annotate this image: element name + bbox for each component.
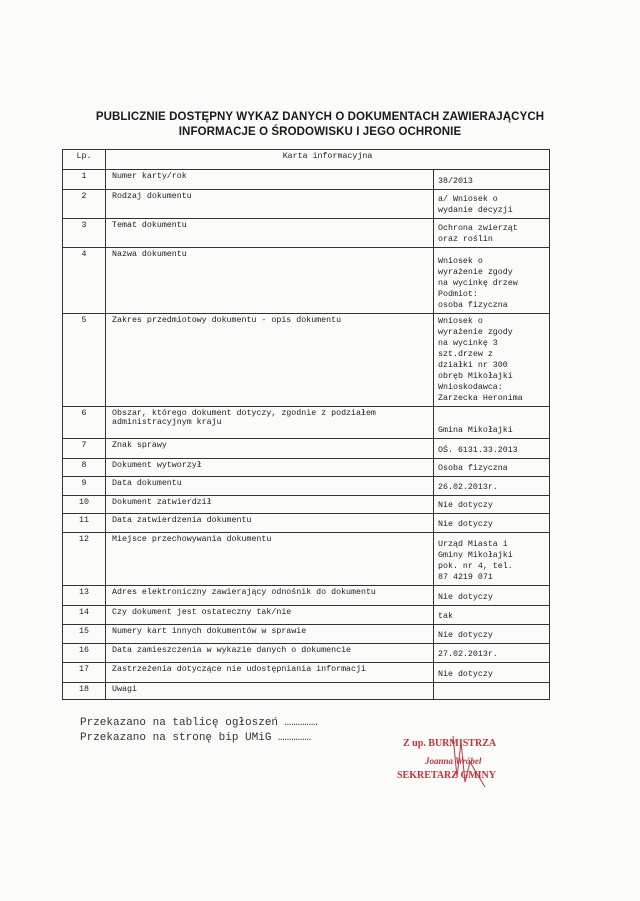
stamp-line-3: SEKRETARZ GMINY (397, 770, 496, 781)
table-row (63, 407, 550, 439)
row-value-cell (434, 439, 550, 459)
row-value: 27.02.2013r. (438, 650, 498, 659)
row-value: Wniosek o wyrażenie zgody na wycinkę drzew Podmiot: osoba fizyczna (438, 257, 518, 310)
row-label: Numery kart innych dokumentów w sprawie (106, 625, 434, 644)
row-value: Gmina Mikołajki (438, 426, 513, 435)
row-label: Dokument zatwierdził (106, 496, 434, 514)
row-value: Nie dotyczy (438, 631, 493, 640)
row-value-cell (434, 219, 550, 248)
row-label: Dokument wytworzył (106, 459, 434, 477)
table-row (63, 606, 550, 625)
row-label: Adres elektroniczny zawierający odnośnik do dokumentu (106, 586, 434, 606)
row-value: Ochrona zwierząt oraz roślin (438, 224, 518, 244)
table-row (63, 439, 550, 459)
row-number: 7 (63, 439, 106, 459)
table-row (63, 496, 550, 514)
row-label: Nazwa dokumentu (106, 248, 434, 314)
footer-line-notice-board: Przekazano na tablicę ogłoszeń …………… (80, 717, 318, 729)
row-label: Czy dokument jest ostateczny tak/nie (106, 606, 434, 625)
row-value-cell (434, 683, 550, 700)
row-label: Rodzaj dokumentu (106, 190, 434, 219)
row-label: Zastrzeżenia dotyczące nie udostępniania informacji (106, 663, 434, 683)
row-label: Data zatwierdzenia dokumentu (106, 514, 434, 533)
row-value: Osoba fizyczna (438, 464, 508, 473)
table-row (63, 190, 550, 219)
stamp-line-1: Z up. BURMISTRZA (403, 738, 497, 749)
row-value-cell (434, 514, 550, 533)
row-value-cell (434, 644, 550, 663)
table-row (63, 314, 550, 407)
row-number: 14 (63, 606, 106, 625)
row-number: 2 (63, 190, 106, 219)
row-label: Znak sprawy (106, 439, 434, 459)
stamp-line-2: Joanna Wróbel (425, 756, 482, 766)
table-row (63, 663, 550, 683)
table-row (63, 644, 550, 663)
row-value: Urząd Miasta i Gminy Mikołajki pok. nr 4, tel. 87 4219 071 (438, 540, 513, 582)
row-value: 38/2013 (438, 177, 473, 186)
row-value-cell (434, 625, 550, 644)
document-title: PUBLICZNIE DOSTĘPNY WYKAZ DANYCH O DOKUMENTACH ZAWIERAJĄCYCH INFORMACJE O ŚRODOWISKU I JEGO OCHRONIE (95, 111, 545, 138)
row-number: 15 (63, 625, 106, 644)
table-row (63, 219, 550, 248)
row-value: Nie dotyczy (438, 501, 493, 510)
header-lp: Lp. (63, 150, 106, 170)
table-row (63, 514, 550, 533)
row-value: 26.02.2013r. (438, 483, 498, 492)
signature-stamp (395, 732, 520, 792)
header-card: Karta informacyjna (106, 150, 550, 170)
row-value: Nie dotyczy (438, 670, 493, 679)
row-value: tak (438, 612, 453, 621)
row-number: 6 (63, 407, 106, 439)
row-label: Data zamieszczenia w wykazie danych o dokumencie (106, 644, 434, 663)
row-number: 16 (63, 644, 106, 663)
row-value: OŚ. 6131.33.2013 (438, 446, 518, 455)
row-number: 9 (63, 477, 106, 496)
table-header-row (63, 150, 550, 170)
row-number: 13 (63, 586, 106, 606)
row-label: Zakres przedmiotowy dokumentu - opis dokumentu (106, 314, 434, 407)
row-value: Wniosek o wyrażenie zgody na wycinkę 3 szt.drzew z działki nr 300 obręb Mikołajki Wnioskodawca: Zarzecka Heronima (438, 317, 523, 403)
row-label: Numer karty/rok (106, 170, 434, 190)
row-value-cell (434, 496, 550, 514)
row-value: Nie dotyczy (438, 593, 493, 602)
row-label: Obszar, którego dokument dotyczy, zgodnie z podziałem administracyjnym kraju (106, 407, 434, 439)
row-value-cell (434, 459, 550, 477)
info-card-table (62, 149, 550, 700)
table-row (63, 248, 550, 314)
row-number: 11 (63, 514, 106, 533)
row-value-cell (434, 533, 550, 586)
row-value-cell (434, 190, 550, 219)
row-value: Nie dotyczy (438, 520, 493, 529)
row-number: 5 (63, 314, 106, 407)
table-row (63, 459, 550, 477)
table-row (63, 625, 550, 644)
row-value-cell (434, 170, 550, 190)
table-row (63, 477, 550, 496)
row-number: 18 (63, 683, 106, 700)
row-number: 4 (63, 248, 106, 314)
footer-notes (80, 716, 318, 746)
row-number: 17 (63, 663, 106, 683)
row-label: Miejsce przechowywania dokumentu (106, 533, 434, 586)
row-value-cell (434, 407, 550, 439)
row-number: 12 (63, 533, 106, 586)
table-row (63, 683, 550, 700)
row-label: Data dokumentu (106, 477, 434, 496)
row-value-cell (434, 477, 550, 496)
row-value-cell (434, 663, 550, 683)
row-value-cell (434, 586, 550, 606)
table-row (63, 170, 550, 190)
row-number: 3 (63, 219, 106, 248)
row-label: Temat dokumentu (106, 219, 434, 248)
row-value-cell (434, 606, 550, 625)
table-row (63, 586, 550, 606)
row-value-cell (434, 314, 550, 407)
row-value: a/ Wniosek o wydanie decyzji (438, 195, 513, 215)
row-value-cell (434, 248, 550, 314)
footer-line-bip: Przekazano na stronę bip UMiG …………… (80, 732, 312, 744)
row-number: 1 (63, 170, 106, 190)
row-number: 10 (63, 496, 106, 514)
row-label: Uwagi (106, 683, 434, 700)
table-row (63, 533, 550, 586)
row-number: 8 (63, 459, 106, 477)
